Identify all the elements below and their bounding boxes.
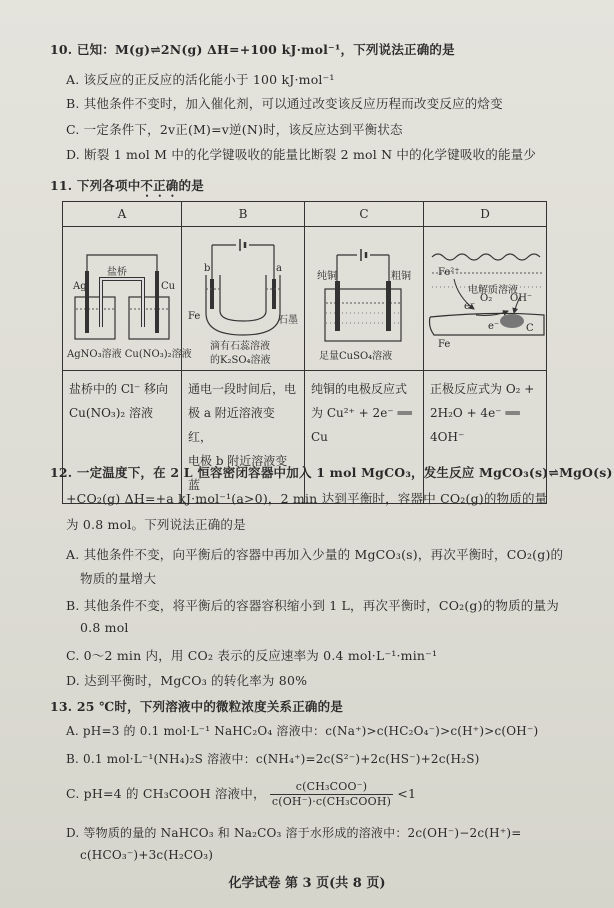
q11-header-a: A [63, 202, 182, 227]
q12-option-a-line-1: A. 其他条件不变，向平衡后的容器中再加入少量的 MgCO₃(s)，再次平衡时，CO₂(g)的 [66, 547, 564, 562]
diagram-d-electron-1: e⁻ [464, 301, 476, 312]
q13-option-d-line-1: D. 等物质的量的 NaHCO₃ 和 Na₂CO₃ 溶于水形成的溶液中：2c(OH⁻)−2c(H⁺)= [66, 826, 522, 840]
diagram-b-graphite-label: 石墨 [278, 315, 298, 326]
q11-diagram-a [63, 227, 192, 371]
diagram-a-solution-label: AgNO₃溶液 Cu(NO₃)₂溶液 [67, 349, 192, 360]
q10-option-d: D. 断裂 1 mol M 中的化学键吸收的能量比断裂 2 mol N 中的化学键吸收的能量少 [66, 147, 537, 162]
q11-stem-post: 的是 [178, 178, 204, 193]
q11-desc-b [182, 371, 305, 504]
diagram-d-fe2-label: Fe²⁺ [438, 267, 460, 278]
desc-d-line-2: 2H₂O + 4e⁻ ══ [430, 406, 520, 420]
desc-c-line-2: 为 Cu²⁺ + 2e⁻ ══ [311, 406, 412, 420]
diagram-d-c-label: C [526, 323, 534, 334]
desc-a-line-2: Cu(NO₃)₂ 溶液 [69, 406, 154, 420]
desc-c-line-3: Cu [311, 430, 328, 444]
diagram-b-a-label: a [276, 263, 282, 274]
diagram-a-bridge-label: 盐桥 [107, 267, 127, 278]
q10-option-b: B. 其他条件不变时，加入催化剂，可以通过改变该反应历程而改变反应的焓变 [66, 96, 503, 111]
q12-stem-line-2: +CO₂(g) ΔH=+a kJ·mol⁻¹(a>0)，2 min 达到平衡时，容器中 CO₂(g)的物质的量 [66, 491, 548, 506]
q12-option-b-line-1: B. 其他条件不变，将平衡后的容器容积缩小到 1 L，再次平衡时，CO₂(g)的物质的量为 [66, 598, 559, 613]
q10-stem: 10. 已知：M(g)⇌2N(g) ΔH=+100 kJ·mol⁻¹，下列说法正确的是 [50, 42, 455, 57]
diagram-d-electron-2: e⁻ [488, 321, 500, 332]
q12-option-d: D. 达到平衡时，MgCO₃ 的转化率为 80% [66, 673, 308, 688]
q11-desc-a [63, 371, 182, 504]
diagram-d-o2-label: O₂ [480, 293, 493, 304]
diagram-a-cu-label: Cu [161, 281, 176, 292]
q11-desc-d [424, 371, 547, 504]
diagram-a-ag-label: Ag [73, 281, 87, 292]
desc-d-line-1: 正极反应式为 O₂ + [430, 382, 535, 396]
q11-header-d: D [424, 202, 547, 227]
q13-option-b: B. 0.1 mol·L⁻¹(NH₄)₂S 溶液中：c(NH₄⁺)=2c(S²⁻)+2c(HS⁻)+2c(H₂S) [66, 752, 480, 766]
page-footer: 化学试卷 第 3 页(共 8 页) [228, 876, 386, 891]
q11-stem-pre: 11. 下列各项中 [50, 178, 141, 193]
q11-diagram-c [305, 227, 424, 371]
q11-header-c: C [305, 202, 424, 227]
diagram-d-oh-label: OH⁻ [510, 293, 533, 304]
q11-diagram-b [182, 227, 305, 371]
q12-stem-line-1: 12. 一定温度下，在 2 L 恒容密闭容器中加入 1 mol MgCO₃，发生反应 MgCO₃(s)⇌MgO(s) [50, 465, 613, 480]
desc-b-line-1: 通电一段时间后，电 [188, 382, 297, 396]
q11-stem-emphasis: 不正确 [140, 178, 179, 193]
desc-c-line-1: 纯铜的电极反应式 [311, 382, 408, 396]
q13-stem: 13. 25 ℃时，下列溶液中的微粒浓度关系正确的是 [50, 699, 344, 714]
q10-option-a: A. 该反应的正反应的活化能小于 100 kJ·mol⁻¹ [66, 72, 335, 87]
q11-stem [50, 176, 204, 200]
diagram-c-pure-cu-label: 纯铜 [317, 271, 337, 282]
q12-option-b-line-2: 0.8 mol [80, 620, 129, 635]
q13-option-c-fraction [270, 780, 393, 809]
q12-option-c: C. 0～2 min 内，用 CO₂ 表示的反应速率为 0.4 mol·L⁻¹·min⁻¹ [66, 648, 438, 663]
diagram-b-fe-label: Fe [188, 311, 201, 322]
q13-option-d-line-2: c(HCO₃⁻)+3c(H₂CO₃) [80, 848, 214, 862]
q13-option-a: A. pH=3 的 0.1 mol·L⁻¹ NaHC₂O₄ 溶液中：c(Na⁺)>c(HC₂O₄⁻)>c(H⁺)>c(OH⁻) [66, 724, 539, 738]
diagram-b-caption-2: 的K₂SO₄溶液 [210, 355, 271, 366]
diagram-b-caption-1: 滴有石蕊溶液 [210, 341, 270, 352]
q11-diagram-d [424, 227, 547, 371]
q12-stem-line-3: 为 0.8 mol。下列说法正确的是 [66, 517, 246, 532]
diagram-c-crude-cu-label: 粗铜 [391, 271, 411, 282]
q12-option-a-line-2: 物质的量增大 [80, 571, 157, 586]
desc-b-line-2: 极 a 附近溶液变红， [188, 406, 275, 444]
fraction-denominator: c(OH⁻)·c(CH₃COOH) [271, 795, 392, 808]
q11-desc-c [305, 371, 424, 504]
desc-d-line-3: 4OH⁻ [430, 430, 465, 444]
desc-a-line-1: 盐桥中的 Cl⁻ 移向 [69, 382, 168, 396]
diagram-d-film-label: 电解质溶液 [468, 285, 518, 296]
q10-option-c: C. 一定条件下，2v正(M)=v逆(N)时，该反应达到平衡状态 [66, 122, 403, 137]
diagram-d-fe-label: Fe [438, 339, 451, 350]
diagram-b-b-label: b [204, 263, 211, 274]
fraction-numerator: c(CH₃COO⁻) [270, 780, 393, 795]
q13-option-c-prefix: C. pH=4 的 CH₃COOH 溶液中， [66, 786, 266, 801]
q11-table [62, 201, 547, 504]
diagram-c-solution-label: 足量CuSO₄溶液 [319, 351, 393, 362]
desc-b-line-3: 电极 b 附近溶液变蓝 [188, 454, 288, 492]
q13-option-c-suffix: <1 [397, 786, 417, 801]
q13-option-c [66, 780, 416, 809]
q11-header-b: B [182, 202, 305, 227]
